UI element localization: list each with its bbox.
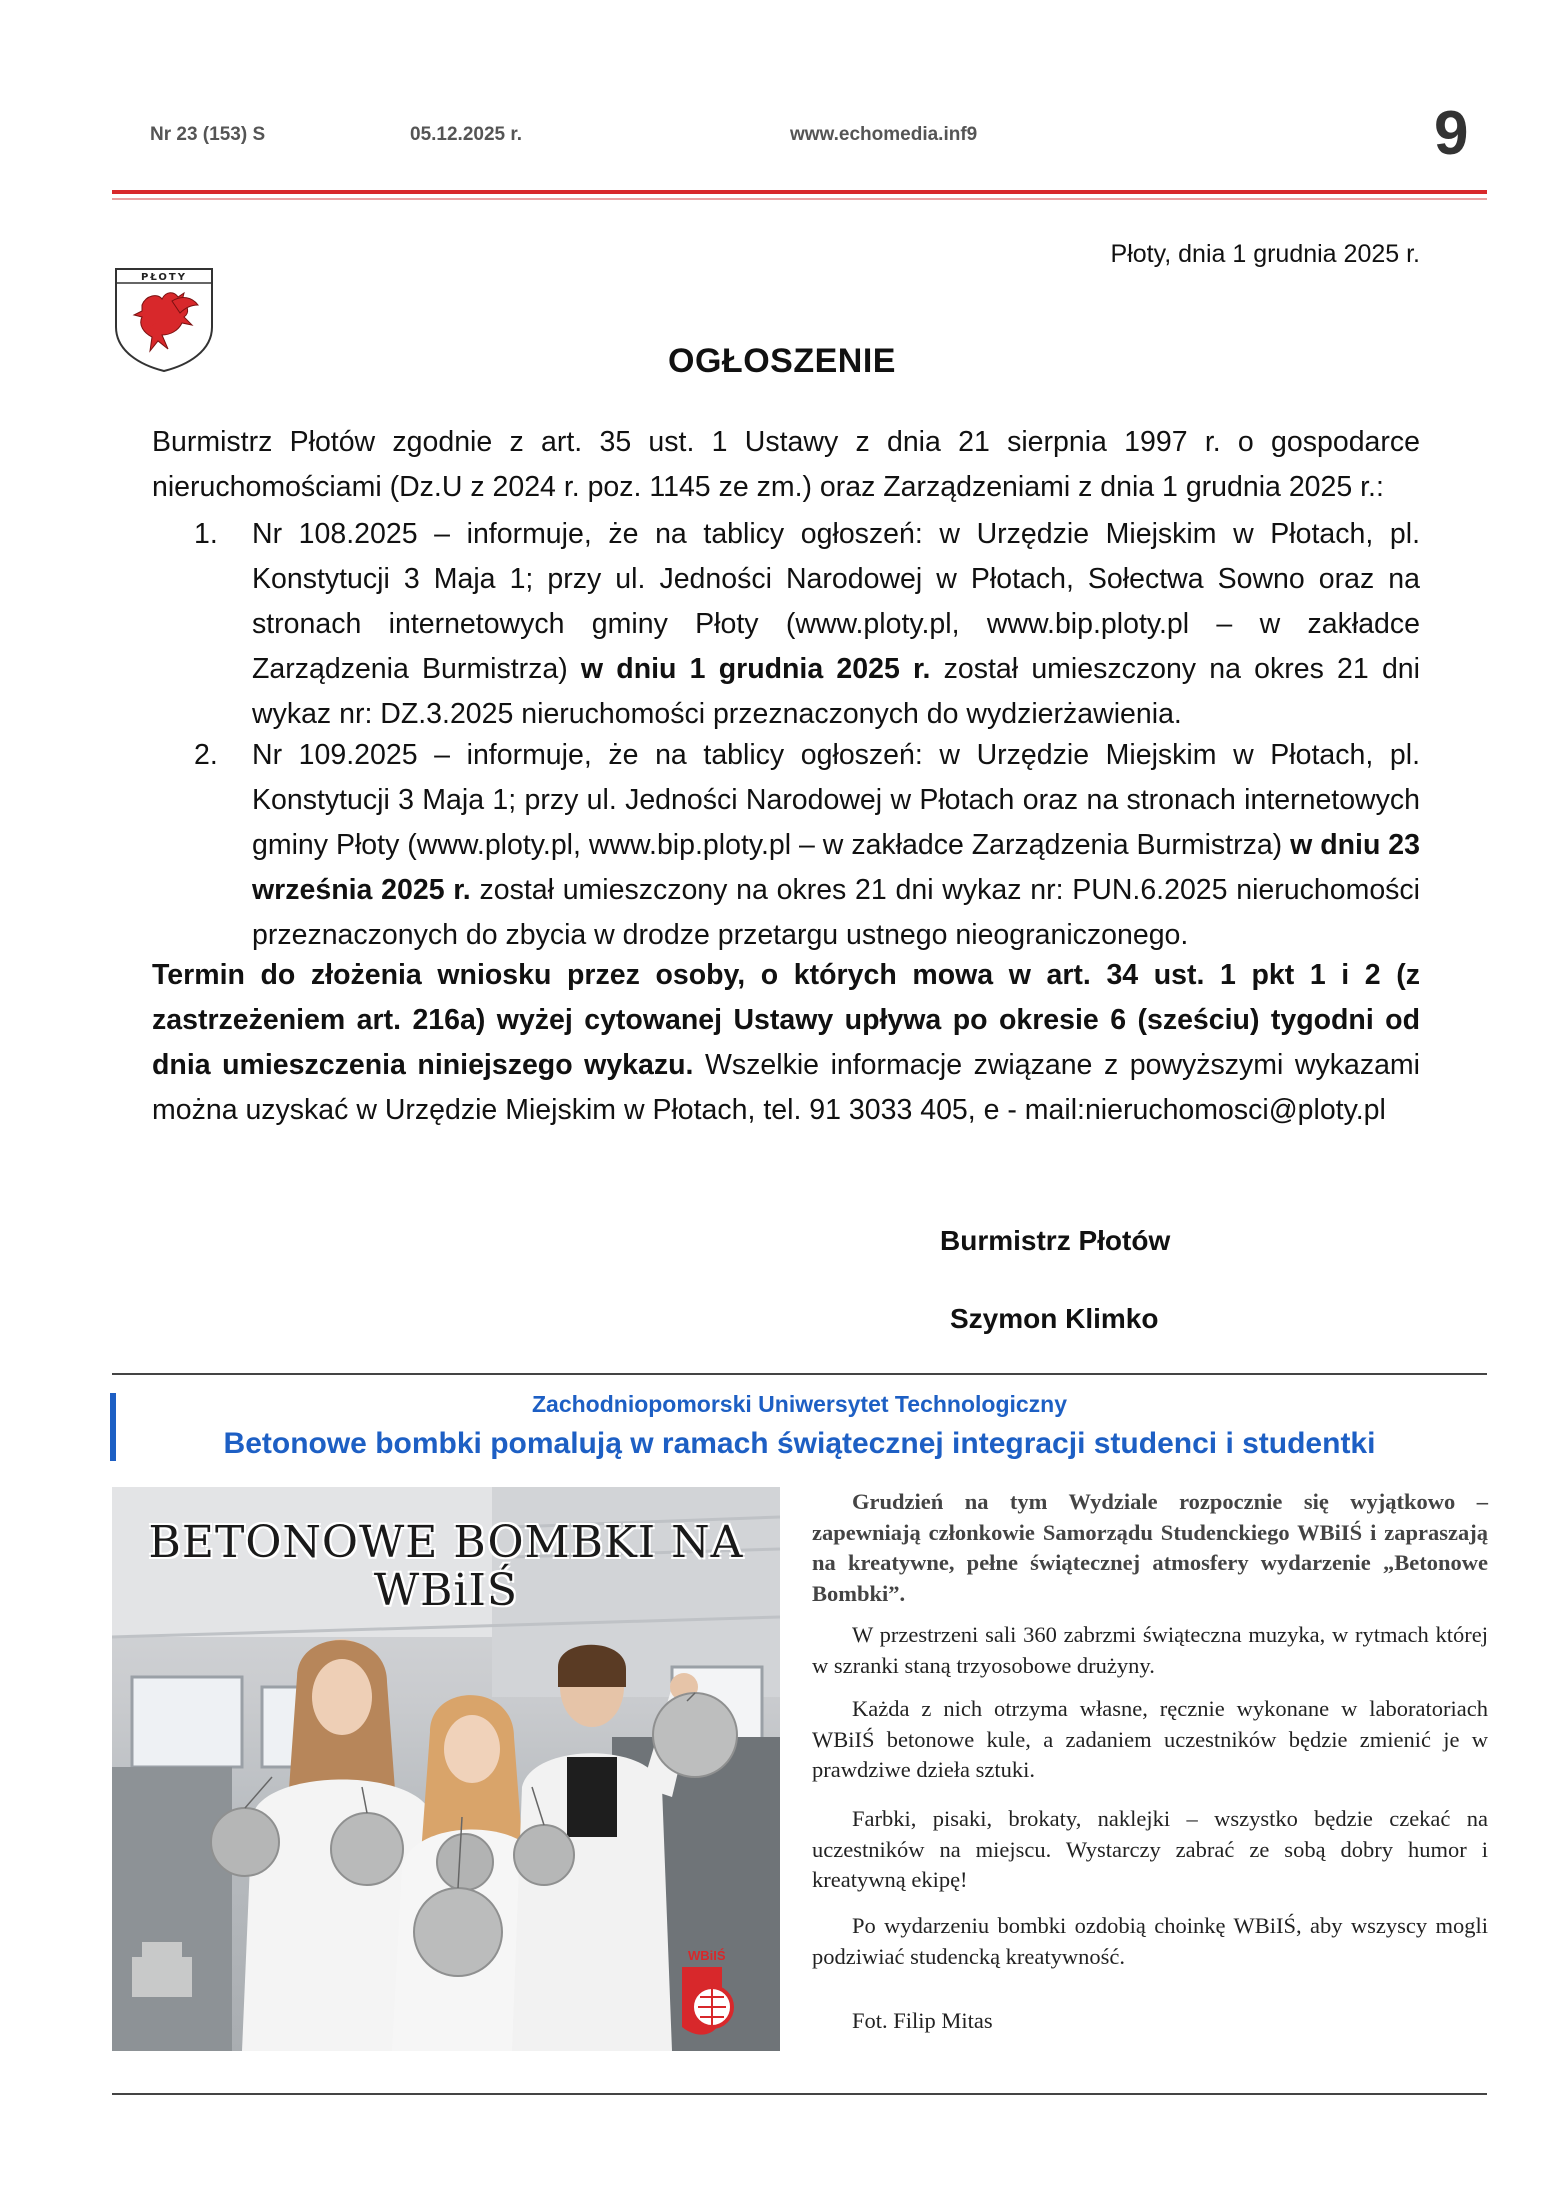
- footer-divider: [112, 2093, 1487, 2095]
- article-paragraph: Farbki, pisaki, brokaty, naklejki – wszystko będzie czekać na uczestników na miejscu. Wystarczy zabrać ze sobą dobry humor i kreatywną ekipę!: [812, 1806, 1488, 1892]
- website-link[interactable]: www.echomedia.inf9: [790, 124, 978, 145]
- item-date-bold: w dniu 1 grudnia 2025 r.: [580, 653, 931, 685]
- header-rule-thin: [112, 198, 1487, 200]
- item-text-part: został umieszczony na okres 21 dni wykaz nr: DZ.3.2025 nieruchomości przeznaczonych do wydzierżawienia.: [252, 653, 1420, 730]
- photo-credit: Fot. Filip Mitas: [852, 2008, 993, 2033]
- issue-number: Nr 23 (153) S: [150, 124, 266, 145]
- article-lead: Grudzień na tym Wydziale rozpocznie się wyjątkowo – zapewniają członkowie Samorządu Studenckiego WBiIŚ i zapraszają na kreatywne, pełne świątecznej atmosfery wydarzenie „Betonowe Bombki”.: [812, 1489, 1488, 1606]
- item-text: [252, 512, 1420, 737]
- photo-overlay-title: [112, 1519, 780, 1615]
- item-text: [252, 733, 1420, 958]
- article-headline: Betonowe bombki pomalują w ramach świątecznej integracji studenci i studentki: [223, 1427, 1376, 1460]
- article-institution: Zachodniopomorski Uniwersytet Technologiczny: [531, 1391, 1068, 1417]
- item-number: 2.: [194, 739, 218, 771]
- article-paragraph: Każda z nich otrzyma własne, ręcznie wykonane w laboratoriach WBiIŚ betonowe kule, a zadaniem uczestników będzie zmienić je w prawdziwe dzieła sztuki.: [812, 1696, 1488, 1782]
- section-divider: [112, 1373, 1487, 1375]
- item-text-part: Nr 108.2025 – informuje, że na tablicy ogłoszeń: w Urzędzie Miejskim w Płotach, pl. Konstytucji 3 Maja 1; przy ul. Jedności Narodowej w Płotach, Sołectwa Sowno oraz na stronach internetowych gminy Płoty (www.ploty.pl, www.bip.ploty.pl – w zakładce Zarządzenia Burmistrza): [252, 518, 1420, 685]
- item-number: 1.: [194, 518, 218, 550]
- header-rule: [112, 190, 1487, 194]
- page-number: 9: [1434, 99, 1469, 168]
- signature-title: Burmistrz Płotów: [940, 1225, 1171, 1256]
- notice-item: [196, 733, 1420, 958]
- contact-info: Wszelkie informacje związane z powyższymi wykazami można uzyskać w Urzędzie Miejskim w Płotach, tel. 91 3033 405, e - mail:nieruchomosci@ploty.pl: [152, 1049, 1421, 1126]
- item-date-bold: w dniu 23 września 2025 r.: [252, 829, 1420, 906]
- crest-label: PŁOTY: [141, 272, 187, 283]
- signature-name: Szymon Klimko: [950, 1303, 1159, 1334]
- place-date: Płoty, dnia 1 grudnia 2025 r.: [1110, 240, 1420, 268]
- notice-intro: Burmistrz Płotów zgodnie z art. 35 ust. 1 Ustawy z dnia 21 sierpnia 1997 r. o gospodarce nieruchomościami (Dz.U z 2024 r. poz. 1145 ze zm.) oraz Zarządzeniami z dnia 1 grudnia 2025 r.:: [152, 426, 1420, 503]
- article-paragraph: Po wydarzeniu bombki ozdobią choinkę WBiIŚ, aby wszyscy mogli podziwiać studencką kreatywność.: [812, 1913, 1488, 1969]
- photo-title-line: BETONOWE BOMBKI NA: [148, 1517, 744, 1568]
- notice-item: [196, 512, 1420, 737]
- notice-closing: [152, 953, 1420, 1133]
- wbiis-logo-label: WBiIŚ: [688, 1948, 726, 1963]
- deadline-bold: Termin do złożenia wniosku przez osoby, o których mowa w art. 34 ust. 1 pkt 1 i 2 (z zastrzeżeniem art. 216a) wyżej cytowanej Ustawy upływa po okresie 6 (sześciu) tygodni od dnia umieszczenia niniejszego wykazu.: [152, 959, 1420, 1081]
- item-text-part: został umieszczony na okres 21 dni wykaz nr: PUN.6.2025 nieruchomości przeznaczonych do zbycia w drodze przetargu ustnego nieograniczonego.: [252, 874, 1420, 951]
- item-text-part: Nr 109.2025 – informuje, że na tablicy ogłoszeń: w Urzędzie Miejskim w Płotach, pl. Konstytucji 3 Maja 1; przy ul. Jedności Narodowej w Płotach oraz na stronach internetowych gminy Płoty (www.ploty.pl, www.bip.ploty.pl – w zakładce Zarządzenia Burmistrza): [252, 739, 1420, 861]
- photo-title-line: WBiIŚ: [373, 1565, 519, 1616]
- notice-title: OGŁOSZENIE: [668, 342, 896, 380]
- issue-date: 05.12.2025 r.: [410, 124, 522, 145]
- article-photo: [112, 1487, 780, 2051]
- article-paragraph: W przestrzeni sali 360 zabrzmi świąteczna muzyka, w rytmach której w szranki staną trzyosobowe drużyny.: [812, 1622, 1488, 1678]
